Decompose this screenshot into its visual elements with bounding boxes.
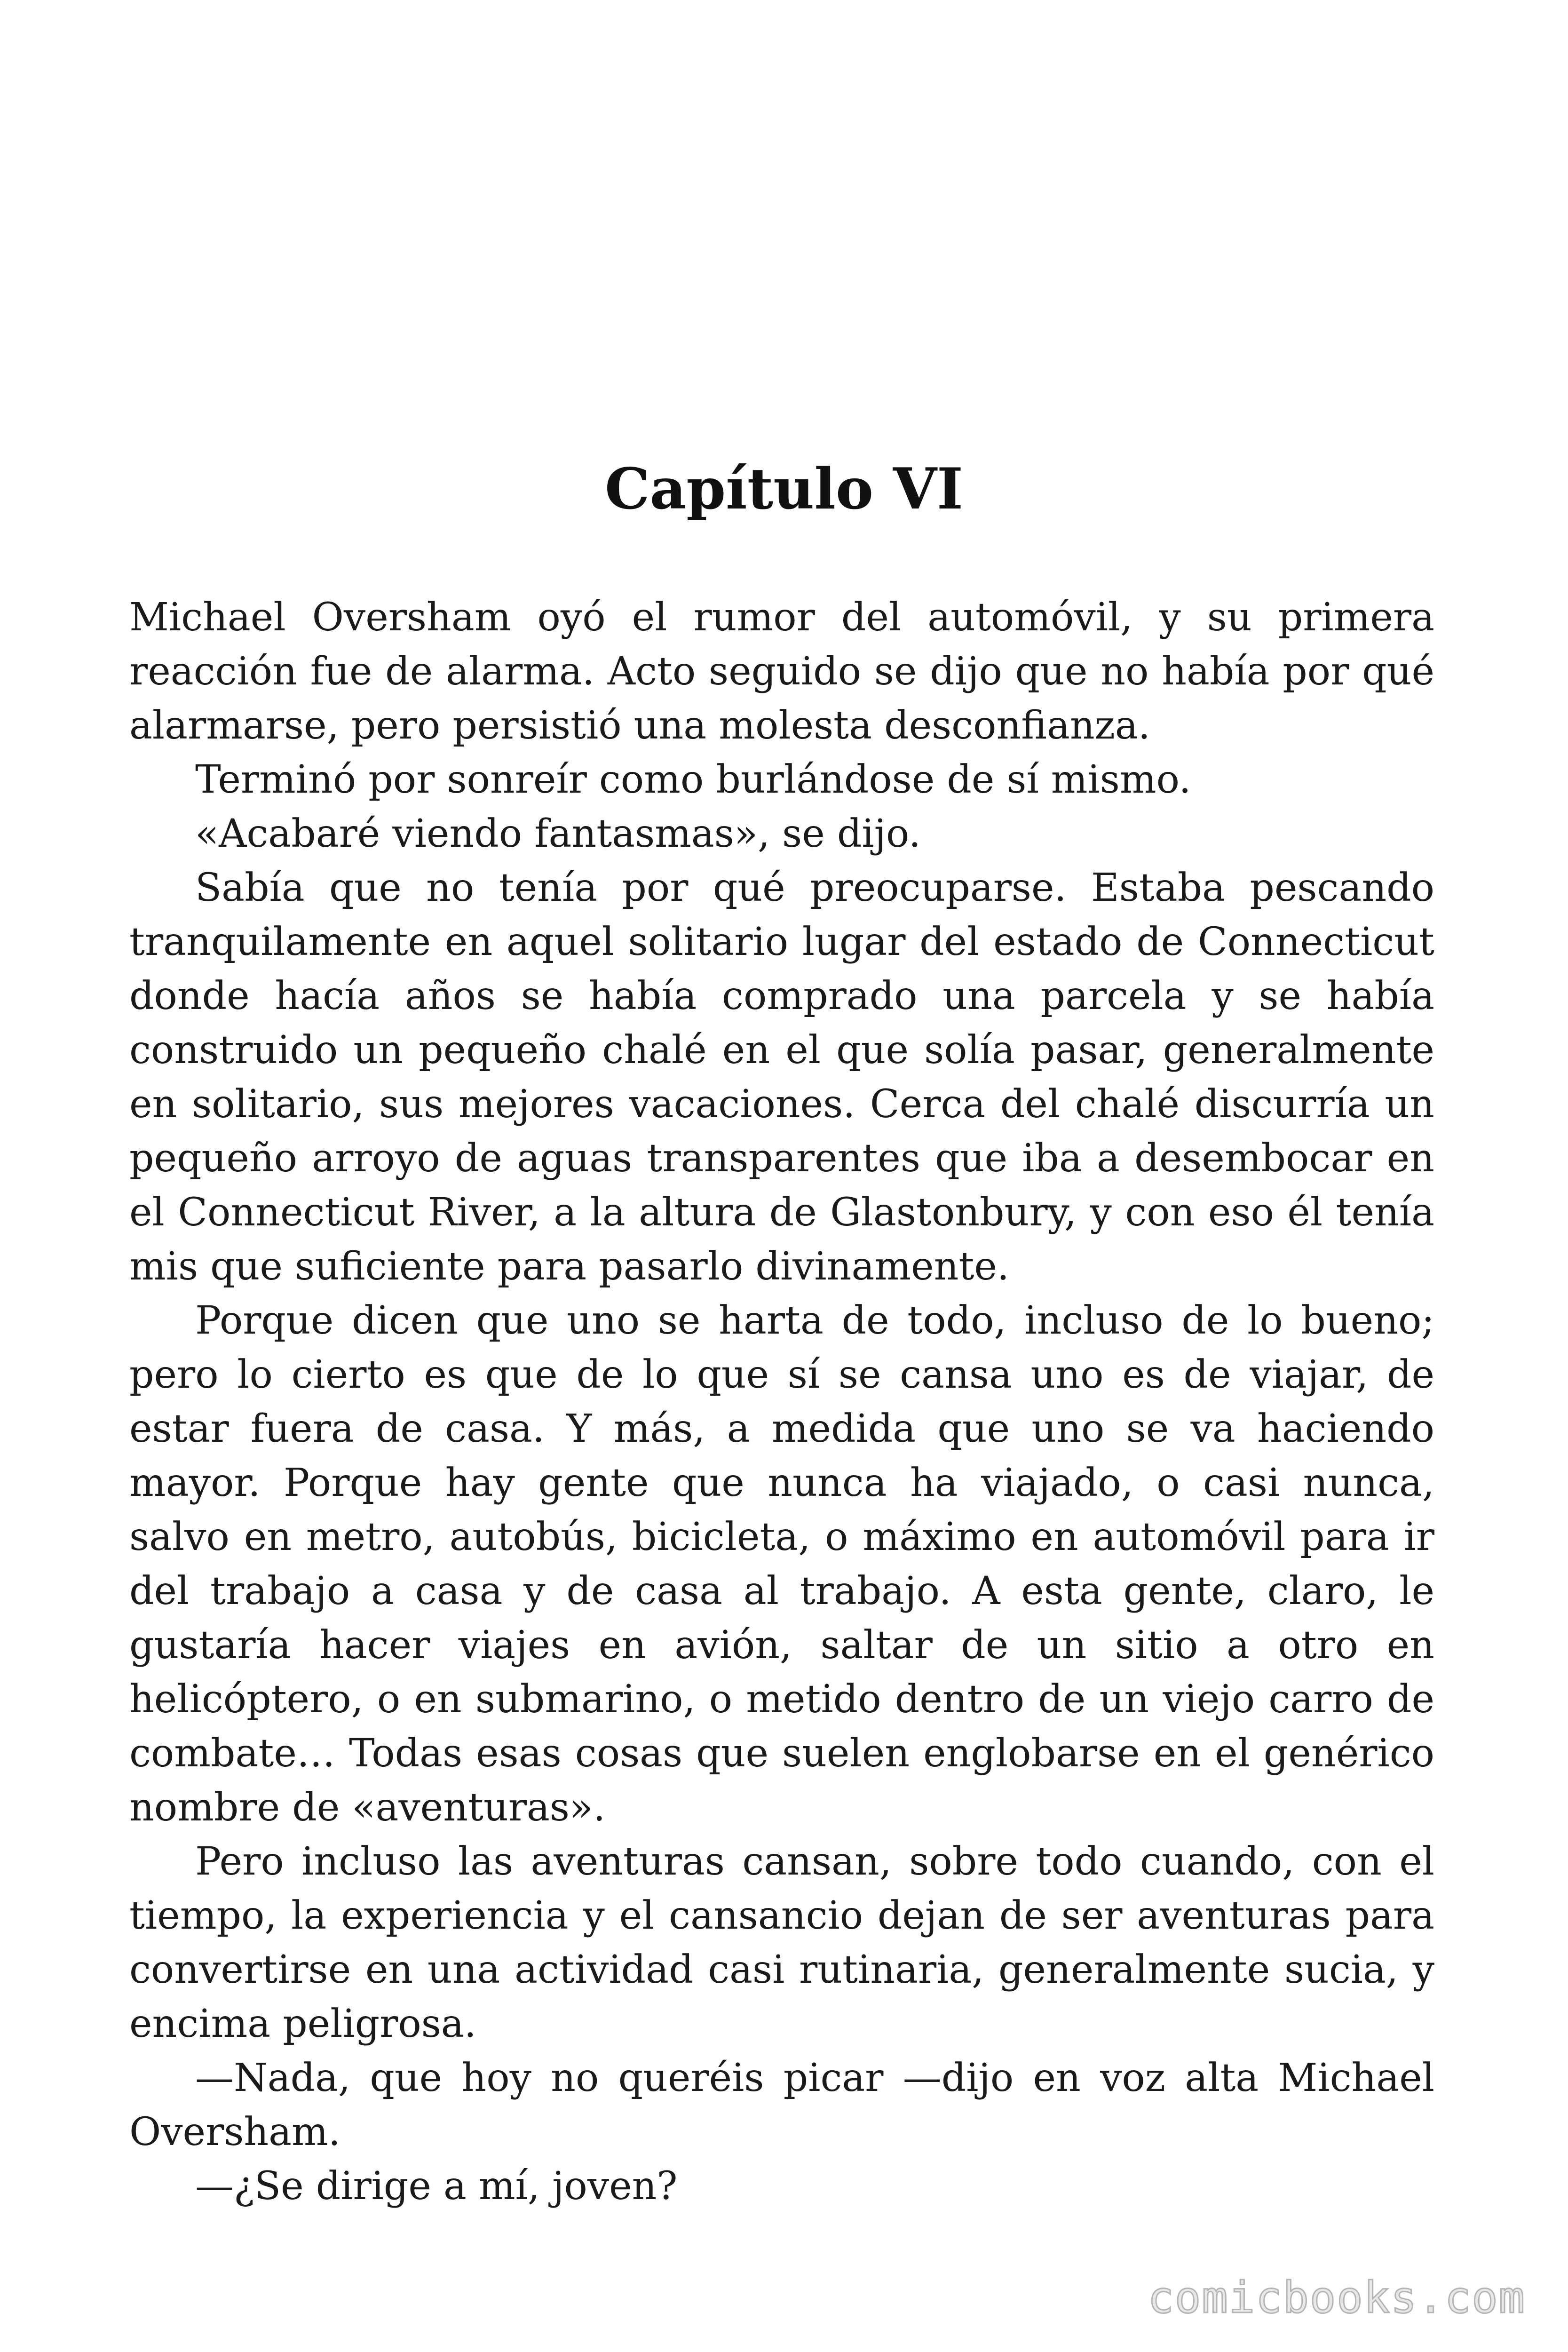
paragraph: Porque dicen que uno se harta de todo, incluso de lo bueno; pero lo cierto es que de lo que sí se cansa uno es de viajar, de estar fuera de casa. Y más, a medida que uno se va haciendo mayor. Porque hay gente que nunca ha viajado, o casi nunca, salvo en metro, autobús, bicicleta, o máximo en automóvil para ir del trabajo a casa y de casa al trabajo. A esta gente, claro, le gustaría hacer viajes en avión, saltar de un sitio a otro en helicóptero, o en submarino, o metido dentro de un viejo carro de combate… Todas esas cosas que suelen englobarse en el genérico nombre de «aventuras». — [129, 1298, 1434, 1830]
site-watermark: comicbooks.com — [1148, 2273, 1526, 2323]
paragraph: Terminó por sonreír como burlándose de sí mismo. — [195, 757, 1191, 802]
paragraph: Michael Oversham oyó el rumor del automóvil, y su primera reacción fue de alarma. Acto seguido se dijo que no había por qué alarmarse, pero persistió una molesta desconfianza. — [129, 595, 1434, 748]
chapter-body — [129, 590, 1434, 2213]
paragraph: —Nada, que hoy no queréis picar —dijo en voz alta Michael Oversham. — [129, 2056, 1434, 2154]
paragraph: «Acabaré viendo fantasmas», se dijo. — [195, 811, 921, 856]
paragraph: Pero incluso las aventuras cansan, sobre todo cuando, con el tiempo, la experiencia y el cansancio dejan de ser aventuras para convertirse en una actividad casi rutinaria, generalmente sucia, y encima peligrosa. — [129, 1839, 1434, 2046]
paragraph: —¿Se dirige a mí, joven? — [195, 2164, 678, 2209]
chapter-title: Capítulo VI — [604, 456, 964, 522]
paragraph: Sabía que no tenía por qué preocuparse. Estaba pescando tranquilamente en aquel solitario lugar del estado de Connecticut donde hacía años se había comprado una parcela y se había construido un pequeño chalé en el que solía pasar, generalmente en solitario, sus mejores vacaciones. Cerca del chalé discurría un pequeño arroyo de aguas transparentes que iba a desembocar en el Connecticut River, a la altura de Glastonbury, y con eso él tenía mis que suficiente para pasarlo divinamente. — [129, 866, 1434, 1289]
